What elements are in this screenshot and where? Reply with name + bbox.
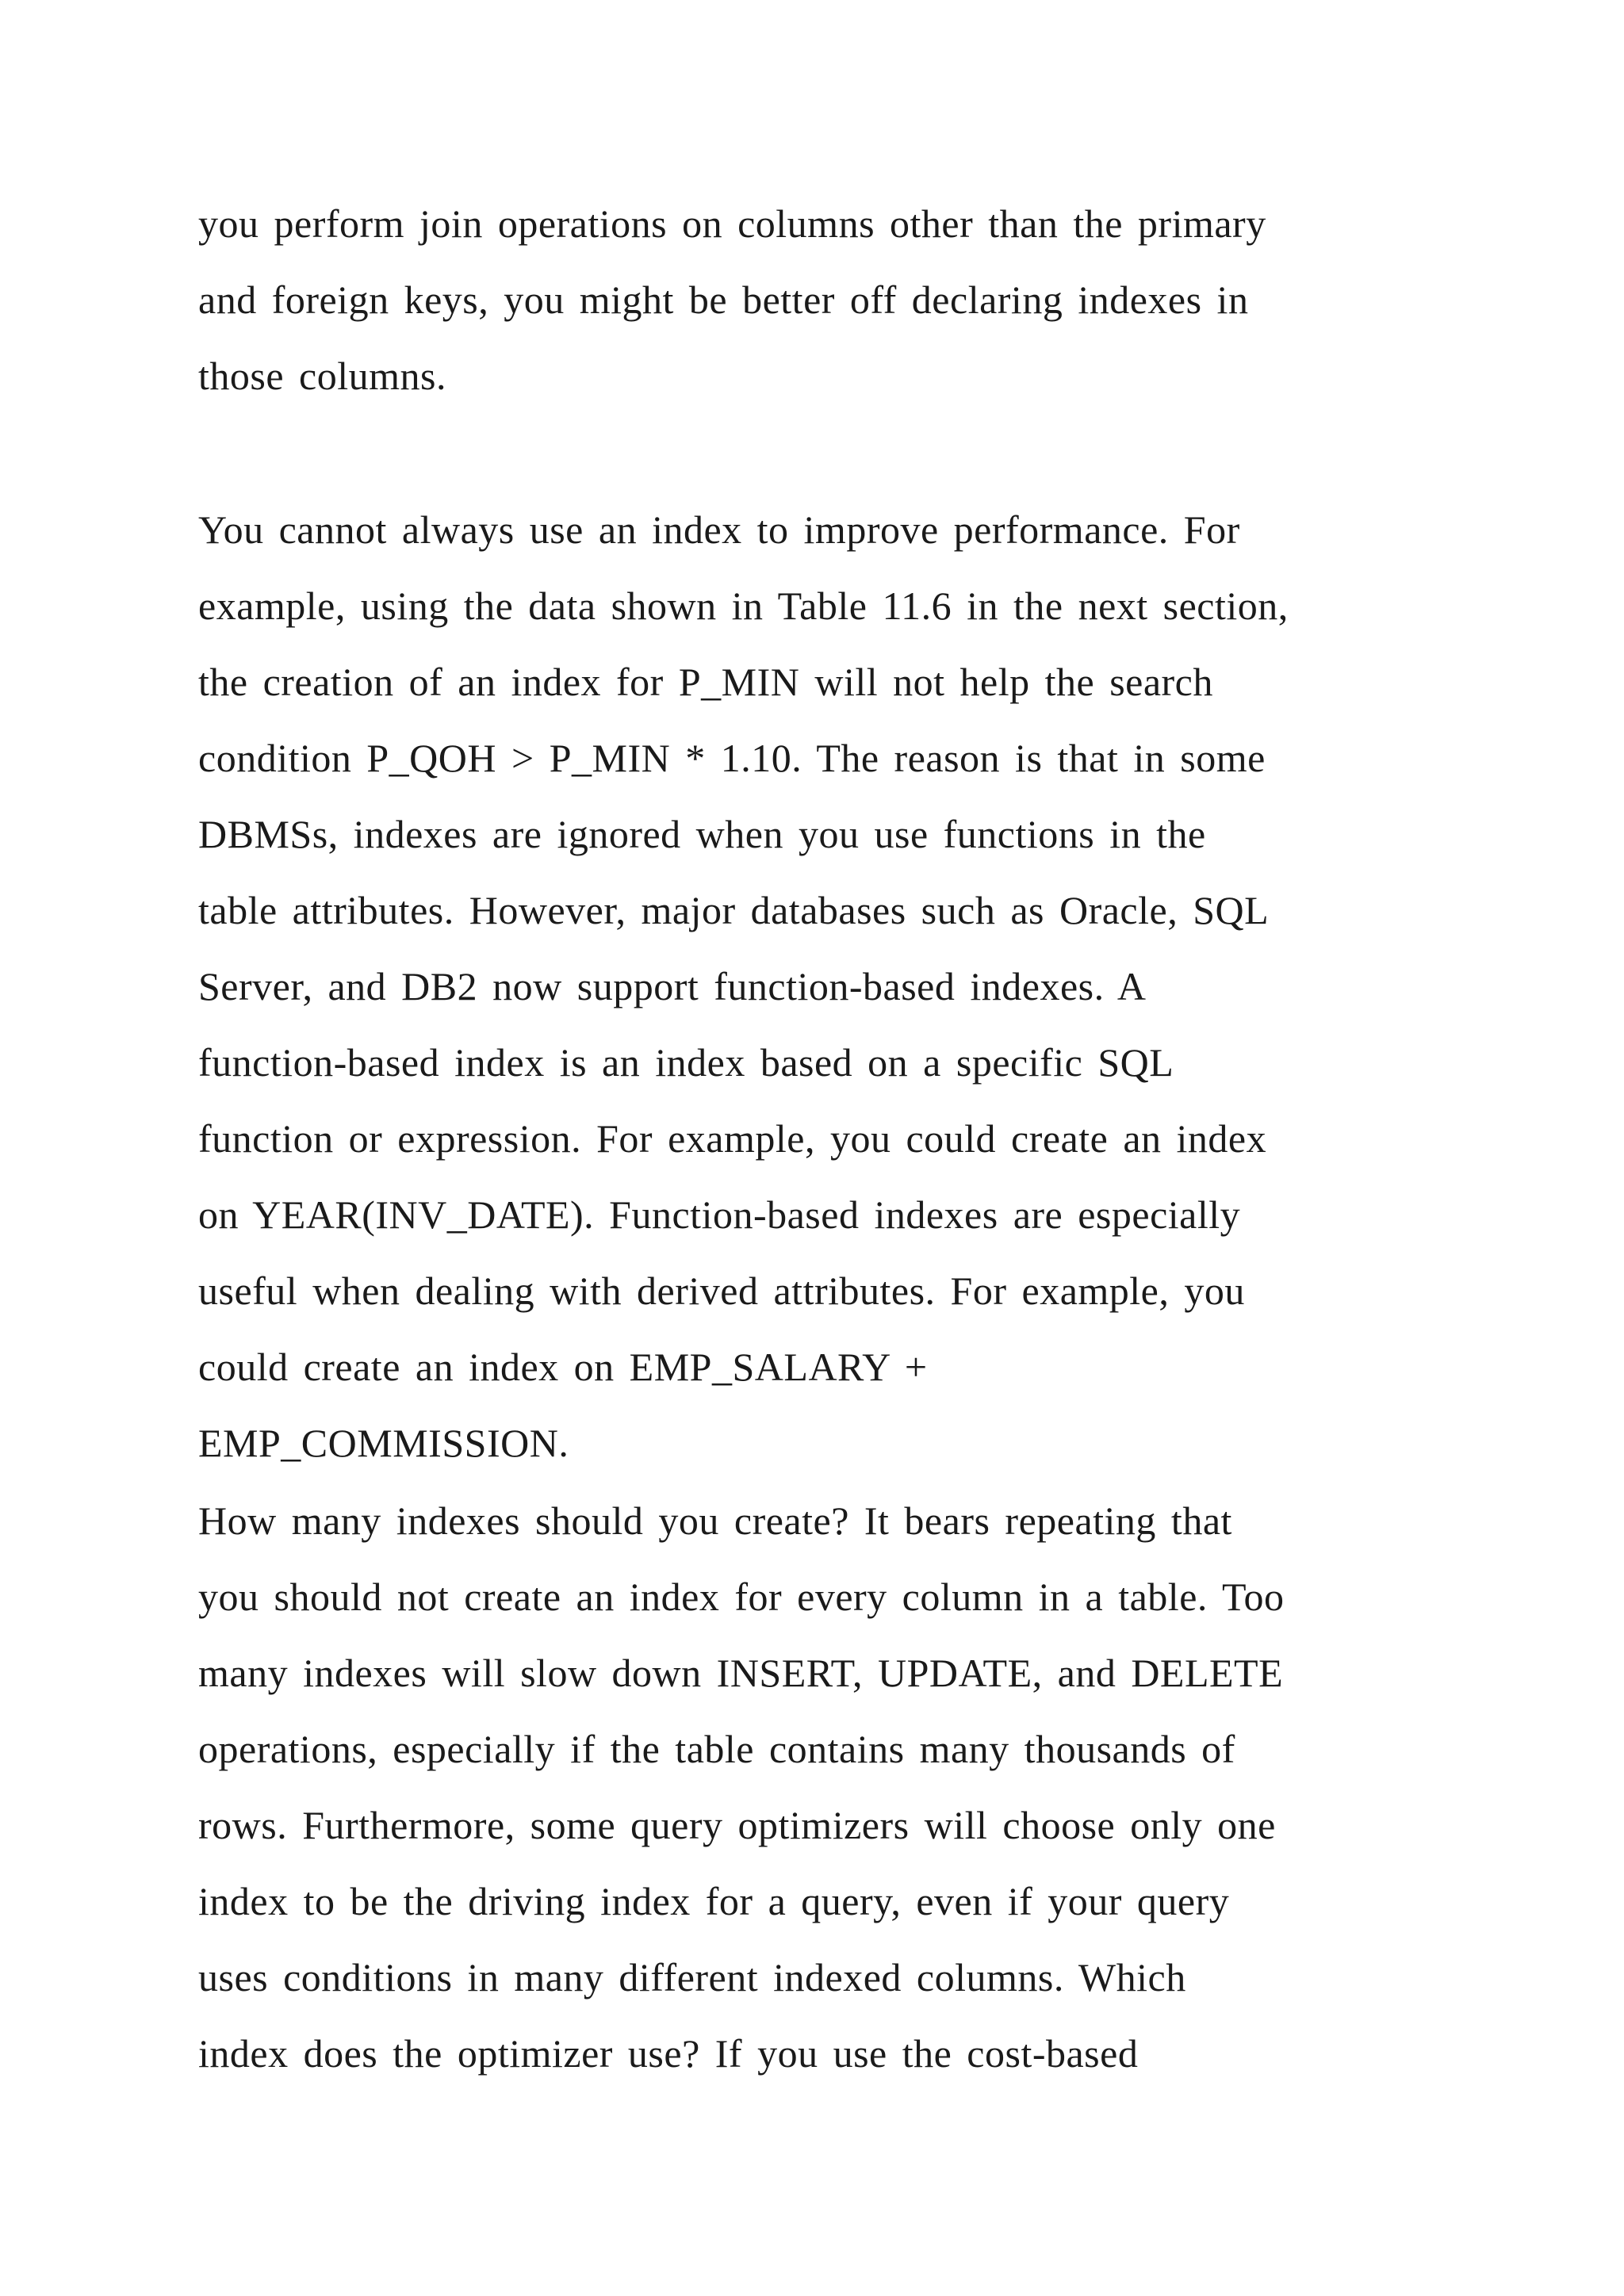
text-line: condition P_QOH > P_MIN * 1.10. The reason is that in some — [198, 736, 1266, 780]
text-line: Server, and DB2 now support function-based indexes. A — [198, 964, 1147, 1008]
text-line: operations, especially if the table contains many thousands of — [198, 1727, 1235, 1771]
text-line: You cannot always use an index to improve performance. For — [198, 507, 1240, 552]
paragraph-function-based-indexes — [198, 492, 1435, 1481]
text-line: How many indexes should you create? It bears repeating that — [198, 1498, 1232, 1543]
text-line: many indexes will slow down INSERT, UPDATE, and DELETE — [198, 1651, 1284, 1695]
text-line: index does the optimizer use? If you use the cost-based — [198, 2031, 1139, 2076]
text-line: function-based index is an index based on a specific SQL — [198, 1040, 1174, 1085]
text-line: the creation of an index for P_MIN will not help the search — [198, 660, 1213, 704]
text-line: function or expression. For example, you could create an index — [198, 1116, 1267, 1161]
text-line: and foreign keys, you might be better off declaring indexes in — [198, 277, 1249, 322]
text-line: could create an index on EMP_SALARY + — [198, 1345, 928, 1389]
text-line: on YEAR(INV_DATE). Function-based indexes are especially — [198, 1192, 1241, 1237]
text-line: those columns. — [198, 354, 446, 398]
text-line: useful when dealing with derived attributes. For example, you — [198, 1269, 1245, 1313]
text-line: EMP_COMMISSION. — [198, 1421, 569, 1465]
text-line: table attributes. However, major databases such as Oracle, SQL — [198, 888, 1270, 932]
text-line: you perform join operations on columns other than the primary — [198, 201, 1266, 246]
paragraph-join-operations — [198, 186, 1435, 414]
text-line: you should not create an index for every column in a table. Too — [198, 1575, 1285, 1619]
text-line: example, using the data shown in Table 11.6 in the next section, — [198, 584, 1289, 628]
text-line: rows. Furthermore, some query optimizers will choose only one — [198, 1803, 1276, 1847]
text-line: DBMSs, indexes are ignored when you use functions in the — [198, 812, 1206, 856]
paragraph-how-many-indexes — [198, 1483, 1435, 2091]
text-line: index to be the driving index for a query, even if your query — [198, 1879, 1230, 1923]
text-line: uses conditions in many different indexed columns. Which — [198, 1955, 1186, 1999]
